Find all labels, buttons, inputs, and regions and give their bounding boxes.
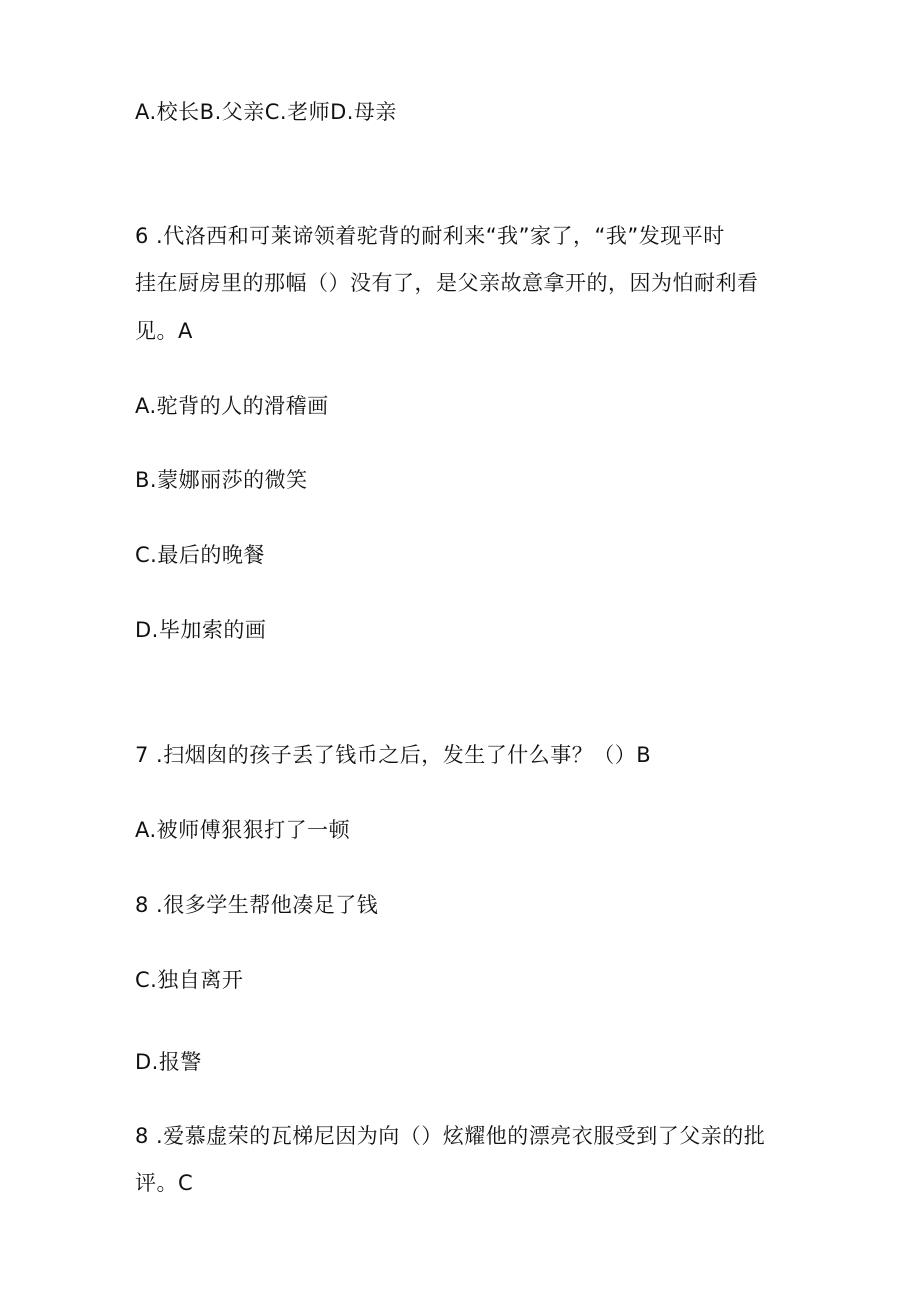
q7-question: 7 .扫烟囱的孩子丢了钱币之后，发生了什么事？（）B [135,743,652,767]
q6-option-d: D.毕加索的画 [135,618,267,642]
q5-options: A.校长B.父亲C.老师D.母亲 [135,100,397,124]
q7-option-d: D.报警 [135,1050,202,1074]
q6-option-c: C.最后的晚餐 [135,543,265,567]
q7-option-b: 8 .很多学生帮他凑足了钱 [135,893,379,917]
q6-question-line-1: 6 .代洛西和可莱谛领着驼背的耐利来“我”家了，“我”发现平时 [135,224,725,248]
q8-question-line-2: 评。C [135,1171,194,1195]
q6-option-a: A.驼背的人的滑稽画 [135,394,329,418]
q8-question-line-1: 8 .爱慕虚荣的瓦梯尼因为向（）炫耀他的漂亮衣服受到了父亲的批 [135,1124,766,1148]
q6-question-line-3: 见。A [135,319,193,343]
q7-option-a: A.被师傅狠狠打了一顿 [135,818,351,842]
q6-option-b: B.蒙娜丽莎的微笑 [135,468,308,492]
q7-option-c: C.独自离开 [135,968,244,992]
q6-question-line-2: 挂在厨房里的那幅（）没有了，是父亲故意拿开的，因为怕耐利看 [135,271,759,295]
